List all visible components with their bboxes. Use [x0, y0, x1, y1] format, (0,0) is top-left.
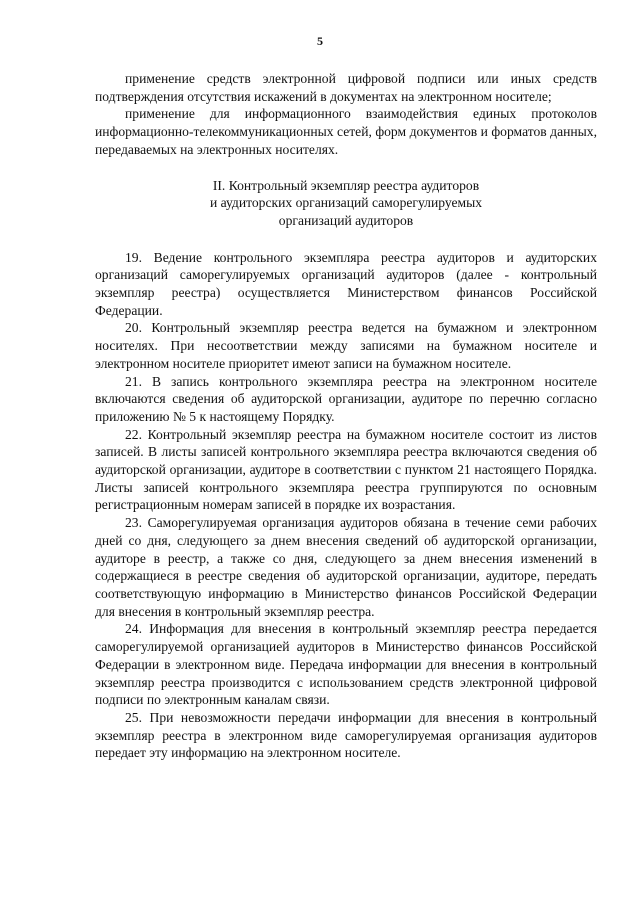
paragraph-23: 23. Саморегулируемая организация аудиторов обязана в течение семи рабочих дней со дня, следующего за днем внесения сведений об аудиторской организации, аудиторе в реестр, а также со дня, следующего за днем внесения изменений в содержащиеся в реестре сведения об аудиторской организации, аудиторе, передать соответствующую информацию в Министерство финансов Российской Федерации для внесения в контрольный экземпляр реестра. [95, 515, 597, 619]
paragraph-24: 24. Информация для внесения в контрольный экземпляр реестра передается саморегулируемой организацией аудиторов в Министерство финансов Российской Федерации в электронном виде. Передача информации для внесения в контрольный экземпляр реестра производится с использованием средств электронной цифровой подписи по электронным каналам связи. [95, 621, 597, 708]
page-number: 5 [317, 34, 323, 48]
paragraph-20: 20. Контрольный экземпляр реестра ведется на бумажном и электронном носителях. При несоответствии между записями на бумажном носителе и электронном носителе приоритет имеют записи на бумажном носителе. [95, 320, 597, 371]
paragraph-25: 25. При невозможности передачи информации для внесения в контрольный экземпляр реестра в электронном виде саморегулируемая организация аудиторов передает эту информацию на электронном носителе. [95, 709, 597, 761]
section-heading-line-2: и аудиторских организаций саморегулируемых [209, 195, 483, 211]
paragraph-22: 22. Контрольный экземпляр реестра на бумажном носителе состоит из листов записей. В листы записей контрольного экземпляра реестра включаются сведения об аудиторской организации, аудиторе в соответствии с пунктом 21 настоящего Порядка. Листы записей контрольного экземпляра реестра группируются по основным регистрационным номерам записей в порядке их возрастания. [95, 426, 597, 513]
paragraph-21: 21. В запись контрольного экземпляра реестра на электронном носителе включаются сведения об аудиторской организации, аудиторе по перечню согласно приложению № 5 к настоящему Порядку. [95, 373, 597, 424]
section-heading-line-3: организаций аудиторов [278, 212, 414, 228]
section-heading-line-1: II. Контрольный экземпляр реестра аудиторов [212, 177, 480, 193]
intro-paragraph-1: применение средств электронной цифровой подписи или иных средств подтверждения отсутствия искажений в документах на электронном носителе; [95, 71, 597, 104]
section-heading [95, 177, 597, 230]
paragraph-19: 19. Ведение контрольного экземпляра реестра аудиторов и аудиторских организаций саморегулируемых организаций аудиторов (далее - контрольный экземпляр реестра) осуществляется Министерством финансов Российской Федерации. [95, 249, 597, 318]
intro-paragraph-2: применение для информационного взаимодействия единых протоколов информационно-телекоммуникационных сетей, форм документов и форматов данных, передаваемых на электронных носителях. [95, 106, 597, 157]
document-body [95, 70, 597, 762]
